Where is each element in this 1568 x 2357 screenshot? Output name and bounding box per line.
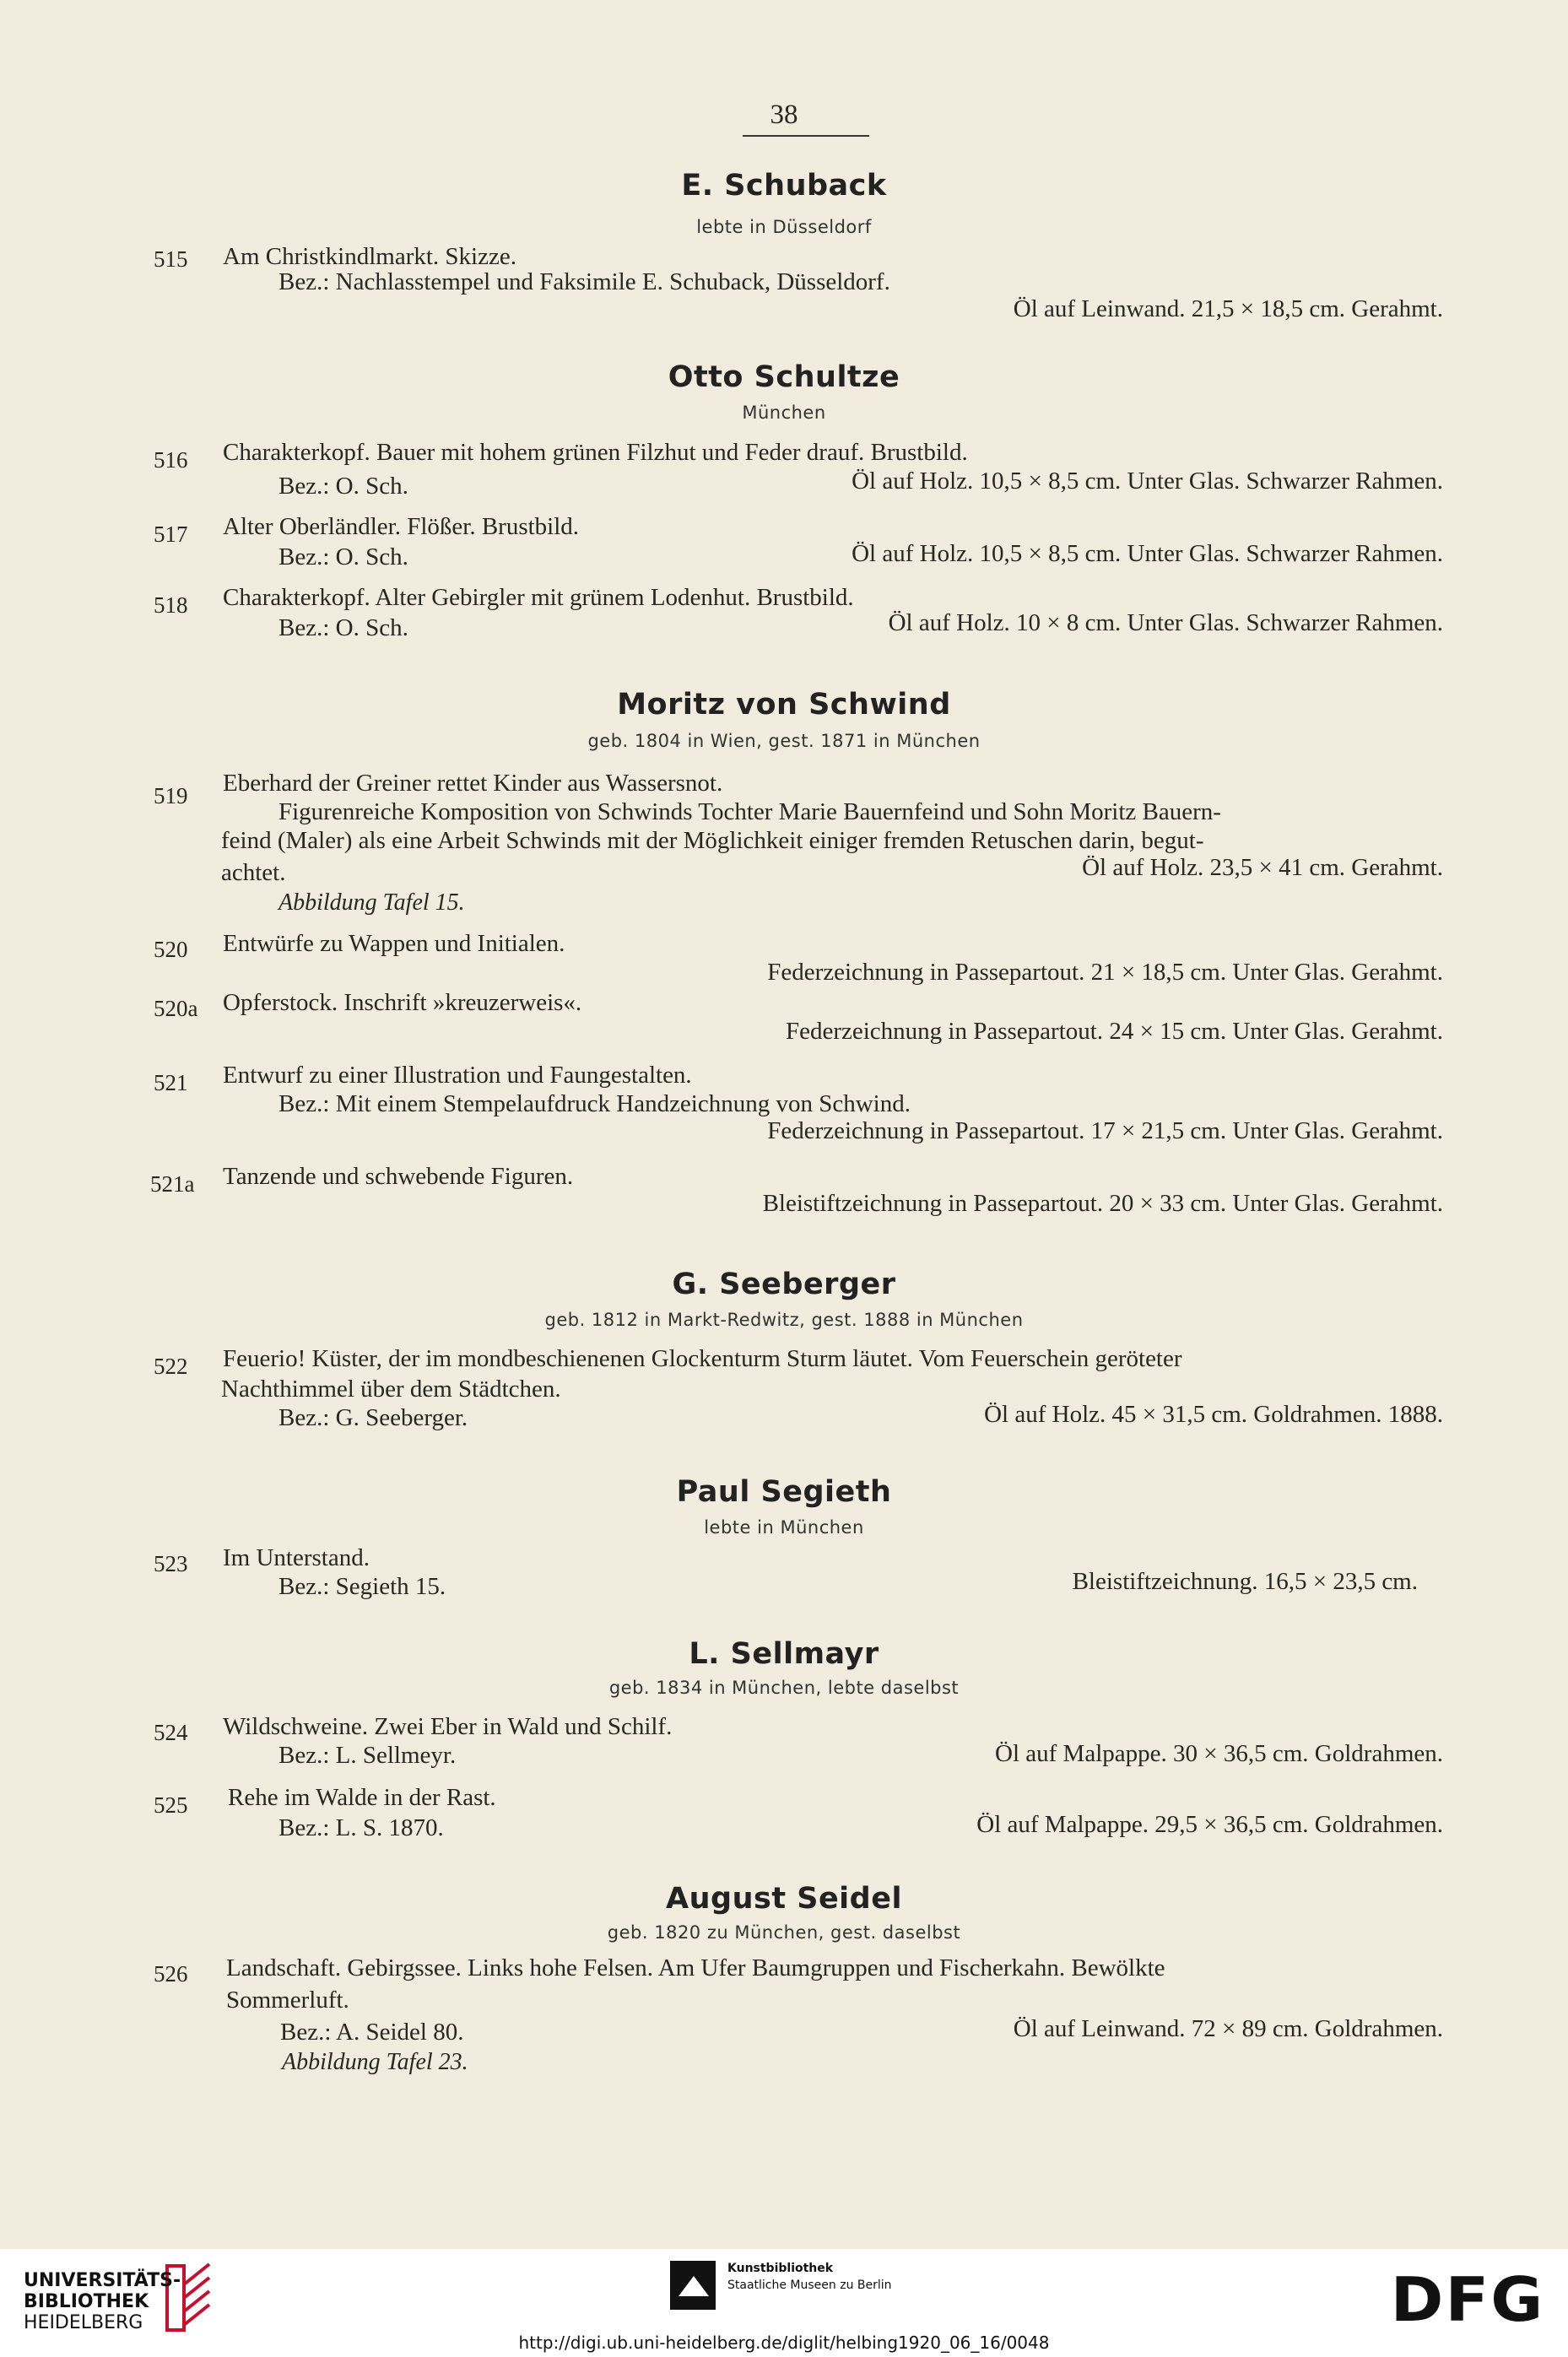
lot-medium: Öl auf Malpappe. 30 × 36,5 cm. Goldrahmen.: [995, 1740, 1443, 1767]
artist-heading-sellmayr: L. Sellmayr: [689, 1637, 879, 1671]
lot-number: 519: [154, 783, 188, 808]
lot-number: 518: [154, 592, 188, 618]
lot-title: Entwürfe zu Wappen und Initialen.: [223, 930, 565, 957]
uni-line-1: UNIVERSITÄTS-: [24, 2270, 181, 2291]
lot-title: Am Christkindlmarkt. Skizze.: [223, 243, 516, 270]
lot-title: Eberhard der Greiner rettet Kinder aus Wassersnot.: [223, 770, 723, 797]
lot-description: Figurenreiche Komposition von Schwinds Tochter Marie Bauernfeind und Sohn Moritz Bauern-: [278, 798, 1221, 825]
lot-title: Wildschweine. Zwei Eber in Wald und Schilf.: [223, 1713, 673, 1740]
lot-signature: Bez.: L. Sellmeyr.: [278, 1742, 457, 1769]
lot-title: Opferstock. Inschrift »kreuzerweis«.: [223, 989, 582, 1016]
lot-medium: Federzeichnung in Passepartout. 17 × 21,5 cm. Unter Glas. Gerahmt.: [767, 1117, 1443, 1144]
lot-title: Entwurf zu einer Illustration und Faungestalten.: [223, 1062, 692, 1089]
lot-medium: Öl auf Holz. 10,5 × 8,5 cm. Unter Glas. Schwarzer Rahmen.: [852, 540, 1443, 567]
lot-signature: Bez.: O. Sch.: [278, 473, 408, 500]
artist-sub-schuback: lebte in Düsseldorf: [696, 217, 872, 237]
artist-heading-schuback: E. Schuback: [681, 169, 887, 203]
page-number: 38: [770, 100, 798, 130]
lot-title: Alter Oberländler. Flößer. Brustbild.: [223, 513, 580, 540]
lot-medium: Öl auf Holz. 45 × 31,5 cm. Goldrahmen. 1888.: [984, 1401, 1443, 1428]
lot-description: Nachthimmel über dem Städtchen.: [221, 1376, 561, 1403]
lot-number: 517: [154, 522, 188, 547]
lot-medium: Öl auf Leinwand. 21,5 × 18,5 cm. Gerahmt.: [1013, 295, 1443, 322]
lot-signature: Bez.: O. Sch.: [278, 614, 408, 641]
source-url-link[interactable]: http://digi.ub.uni-heidelberg.de/diglit/helbing1920_06_16/0048: [518, 2333, 1050, 2353]
uni-line-2: BIBLIOTHEK: [24, 2291, 149, 2312]
lot-title: Landschaft. Gebirgssee. Links hohe Felsen. Am Ufer Baumgruppen und Fischerkahn. Bewölkte: [226, 1954, 1165, 1981]
lot-number: 524: [154, 1720, 188, 1745]
lot-title: Im Unterstand.: [223, 1544, 370, 1571]
artist-sub-seidel: geb. 1820 zu München, gest. daselbst: [607, 1922, 961, 1943]
lot-title: Charakterkopf. Alter Gebirgler mit grünem Lodenhut. Brustbild.: [223, 584, 854, 611]
kb-line-1: Kunstbibliothek: [727, 2262, 834, 2275]
lot-medium: Federzeichnung in Passepartout. 21 × 18,5 cm. Unter Glas. Gerahmt.: [767, 959, 1443, 986]
artist-heading-schultze: Otto Schultze: [668, 360, 900, 394]
kb-line-2: Staatliche Museen zu Berlin: [727, 2279, 892, 2292]
lot-number: 521: [154, 1070, 188, 1095]
lot-number: 520a: [154, 996, 198, 1021]
lot-medium: Öl auf Malpappe. 29,5 × 36,5 cm. Goldrahmen.: [976, 1811, 1443, 1838]
ub-heidelberg-name: [24, 2270, 181, 2333]
lot-signature: Bez.: Segieth 15.: [278, 1573, 446, 1600]
lot-title: Tanzende und schwebende Figuren.: [223, 1163, 574, 1190]
lot-medium: Bleistiftzeichnung in Passepartout. 20 × 33 cm. Unter Glas. Gerahmt.: [762, 1190, 1443, 1217]
lot-signature: Bez.: O. Sch.: [278, 543, 408, 570]
lot-number: 516: [154, 447, 188, 473]
lot-medium: Öl auf Leinwand. 72 × 89 cm. Goldrahmen.: [1013, 2015, 1443, 2042]
artist-heading-seeberger: G. Seeberger: [672, 1268, 896, 1301]
lot-number: 521a: [150, 1171, 195, 1197]
lot-medium: Federzeichnung in Passepartout. 24 × 15 cm. Unter Glas. Gerahmt.: [785, 1018, 1443, 1045]
lot-number: 515: [154, 246, 188, 272]
dfg-logo: DFG: [1390, 2264, 1545, 2335]
lot-medium: Öl auf Holz. 23,5 × 41 cm. Gerahmt.: [1082, 854, 1443, 881]
lot-description: achtet.: [221, 859, 286, 886]
lot-signature: Bez.: G. Seeberger.: [278, 1404, 468, 1431]
page-number-rule: [743, 135, 869, 137]
lot-title: Rehe im Walde in der Rast.: [228, 1784, 496, 1811]
lot-description: Sommerluft.: [226, 1987, 349, 2014]
lot-signature: Bez.: A. Seidel 80.: [280, 2019, 464, 2046]
uni-line-3: HEIDELBERG: [24, 2312, 143, 2333]
artist-heading-segieth: Paul Segieth: [676, 1475, 892, 1509]
lot-number: 520: [154, 937, 188, 962]
lot-number: 525: [154, 1792, 188, 1818]
lot-signature: Bez.: Mit einem Stempelaufdruck Handzeichnung von Schwind.: [278, 1090, 911, 1117]
artist-sub-schultze: München: [742, 403, 826, 423]
artist-sub-sellmayr: geb. 1834 in München, lebte daselbst: [608, 1678, 960, 1698]
kunstbibliothek-name: [727, 2260, 892, 2294]
lot-signature: Bez.: Nachlasstempel und Faksimile E. Schuback, Düsseldorf.: [278, 268, 890, 295]
lot-plate-reference: Abbildung Tafel 15.: [278, 889, 465, 916]
lot-plate-reference: Abbildung Tafel 23.: [282, 2049, 468, 2075]
lot-title: Charakterkopf. Bauer mit hohem grünen Filzhut und Feder drauf. Brustbild.: [223, 439, 968, 466]
lot-number: 522: [154, 1354, 188, 1379]
lot-medium: Öl auf Holz. 10,5 × 8,5 cm. Unter Glas. Schwarzer Rahmen.: [852, 468, 1443, 495]
artist-heading-schwind: Moritz von Schwind: [617, 688, 951, 722]
kunstbibliothek-logo-icon: [670, 2261, 716, 2310]
lot-signature: Bez.: L. S. 1870.: [278, 1814, 444, 1841]
lot-title: Feuerio! Küster, der im mondbeschienenen Glockenturm Sturm läutet. Vom Feuerschein geröteter: [223, 1345, 1182, 1372]
artist-heading-seidel: August Seidel: [666, 1882, 902, 1916]
artist-sub-schwind: geb. 1804 in Wien, gest. 1871 in München: [587, 731, 981, 751]
lot-medium: Bleistiftzeichnung. 16,5 × 23,5 cm.: [1072, 1568, 1418, 1595]
artist-sub-segieth: lebte in München: [704, 1517, 864, 1538]
artist-sub-seeberger: geb. 1812 in Markt-Redwitz, gest. 1888 in München: [544, 1310, 1024, 1330]
lot-medium: Öl auf Holz. 10 × 8 cm. Unter Glas. Schwarzer Rahmen.: [888, 609, 1443, 636]
lot-number: 526: [154, 1961, 188, 1987]
lot-number: 523: [154, 1551, 188, 1576]
lot-description: feind (Maler) als eine Arbeit Schwinds mit der Möglichkeit einiger fremden Retuschen darin, begut-: [221, 827, 1204, 854]
